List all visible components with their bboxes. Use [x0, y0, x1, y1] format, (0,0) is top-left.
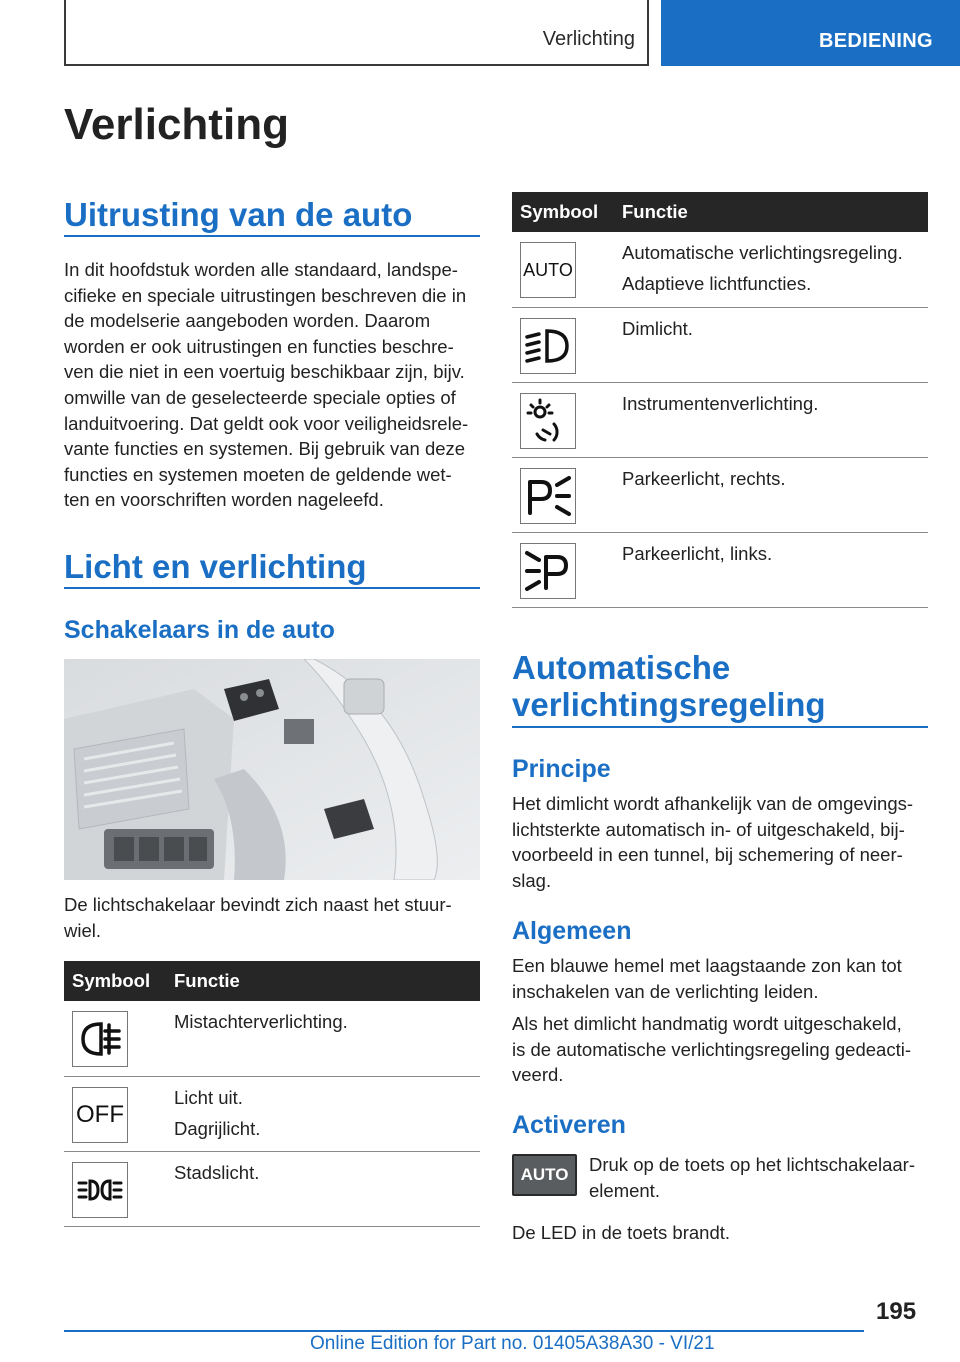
- auto-button-image: AUTO: [512, 1154, 577, 1196]
- function-text: Dagrijlicht.: [174, 1117, 261, 1139]
- page-title: Verlichting: [64, 100, 289, 149]
- heading-rule: [64, 235, 480, 237]
- paragraph-principle: Het dimlicht wordt afhankelijk van de omgevings- lichtsterkte automatisch in- of uitgeschakeld, bij- voorbeeld in een tunnel, bij schemering of neer- slag.: [512, 793, 914, 891]
- parking-light-right-icon: [520, 468, 576, 524]
- heading-activate: Activeren: [512, 1111, 626, 1139]
- column-header-symbol: Symbool: [512, 192, 614, 232]
- footer-rule: [64, 1330, 864, 1332]
- table-row: [512, 382, 928, 457]
- column-header-function: Functie: [166, 961, 480, 1001]
- symbol-table-right: [512, 192, 928, 608]
- off-icon: OFF: [72, 1087, 128, 1143]
- table-row: [64, 1151, 480, 1226]
- function-text: Adaptieve lichtfuncties.: [622, 273, 812, 294]
- heading-principle: Principe: [512, 755, 611, 783]
- footer-edition: Online Edition for Part no. 01405A38A30 - VI/21: [310, 1333, 715, 1354]
- table-row: [512, 232, 928, 307]
- parking-light-left-icon: [520, 543, 576, 599]
- function-text: Licht uit.: [174, 1086, 243, 1108]
- function-text: Mistachterverlichting.: [174, 1011, 348, 1032]
- table-row: [64, 1001, 480, 1076]
- paragraph-general-2: Als het dimlicht handmatig wordt uitgeschakeld, is de automatische verlichtingsregeling gedeacti- veerd.: [512, 1013, 911, 1086]
- auto-icon: AUTO: [520, 242, 576, 298]
- side-lights-icon: [72, 1162, 128, 1218]
- table-row: [512, 532, 928, 607]
- heading-auto-lighting: Automatische verlichtingsregeling: [512, 649, 826, 723]
- heading-light: Licht en verlichting: [64, 548, 367, 585]
- heading-switches: Schakelaars in de auto: [64, 616, 335, 644]
- light-switch-photo: [64, 659, 480, 880]
- header-section-box: [64, 0, 649, 66]
- column-header-symbol: Symbool: [64, 961, 166, 1001]
- table-row: [64, 1076, 480, 1151]
- caption-light-switch: De lichtschakelaar bevindt zich naast het stuur- wiel.: [64, 894, 452, 941]
- paragraph-activate: Druk op de toets op het lichtschakelaar- element.: [589, 1154, 915, 1201]
- heading-rule: [64, 587, 480, 589]
- function-text: Dimlicht.: [622, 317, 693, 339]
- column-header-function: Functie: [614, 192, 928, 232]
- header-chapter-tab: [661, 0, 960, 66]
- heading-general: Algemeen: [512, 917, 632, 945]
- rear-fog-light-icon: [72, 1011, 128, 1067]
- function-text: Stadslicht.: [174, 1161, 260, 1183]
- low-beam-icon: [520, 318, 576, 374]
- header-section-title: Verlichting: [542, 28, 635, 50]
- heading-rule: [512, 726, 928, 728]
- paragraph-general-1: Een blauwe hemel met laagstaande zon kan tot inschakelen van de verlichting leiden.: [512, 955, 902, 1002]
- heading-equipment: Uitrusting van de auto: [64, 196, 413, 233]
- table-row: [512, 307, 928, 382]
- function-text: Parkeerlicht, links.: [622, 542, 773, 564]
- header-chapter-title: BEDIENING: [819, 30, 933, 52]
- table-row: [512, 457, 928, 532]
- paragraph-equipment: In dit hoofdstuk worden alle standaard, landspe- cifieke en speciale uitrustingen beschreven die in de modelserie aangeboden worden. Daarom worden er ook uitrustingen en functies beschre- ven die niet in een voertuig beschikbaar zijn, bijv. omwille van de geselecteerde speciale opties of landuitvoering. Dat geldt ook voor veiligheidsrele- vante functies en systemen. Bij gebruik van deze functies en systemen moeten de geldende wet- ten en voorschriften worden nageleefd.: [64, 259, 469, 511]
- function-text: Parkeerlicht, rechts.: [622, 467, 786, 489]
- paragraph-led: De LED in de toets brandt.: [512, 1222, 731, 1243]
- instrument-lighting-icon: [520, 393, 576, 449]
- function-text: Instrumentenverlichting.: [622, 392, 819, 414]
- page-number: 195: [876, 1298, 917, 1325]
- symbol-table-left: [64, 961, 480, 1227]
- function-text: Automatische verlichtingsregeling.: [622, 242, 903, 263]
